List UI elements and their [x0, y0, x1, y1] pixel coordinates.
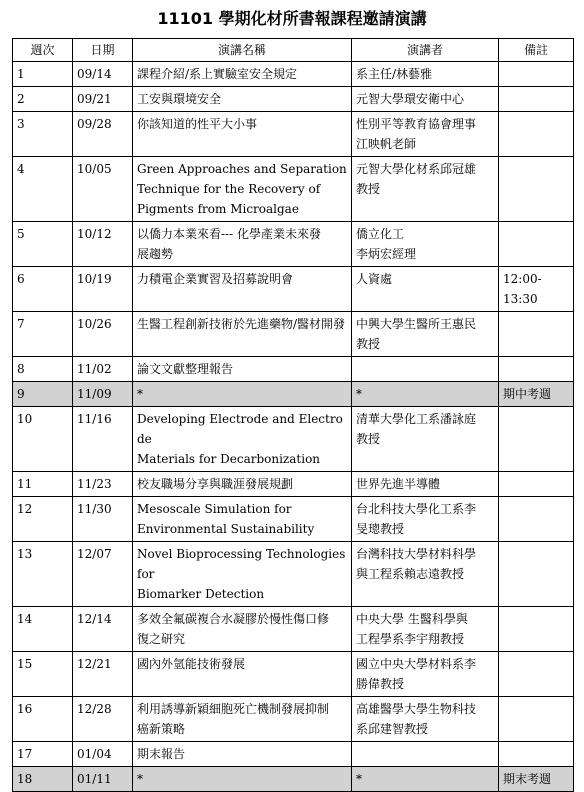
speaker-cell-line: 台灣科技大學材料科學: [356, 547, 477, 561]
topic-cell-line: 展趨勢: [137, 247, 174, 261]
table-row: [13, 382, 574, 407]
note-cell: [499, 652, 574, 697]
speaker-cell: [352, 312, 499, 357]
topic-cell: [133, 157, 352, 222]
topic-cell-line: Materials for Decarbonization: [137, 452, 321, 466]
week-cell: 8: [13, 357, 73, 382]
week-cell: 4: [13, 157, 73, 222]
week-cell: 17: [13, 742, 73, 767]
topic-cell: [133, 382, 352, 407]
note-cell: [499, 222, 574, 267]
table-row: [13, 157, 574, 222]
speaker-cell: [352, 697, 499, 742]
date-cell: 12/21: [73, 652, 133, 697]
week-cell: 11: [13, 472, 73, 497]
speaker-cell-line: 中央大學 生醫科學與: [356, 612, 468, 626]
week-cell: 14: [13, 607, 73, 652]
speaker-cell-line: 元智大學環安衛中心: [356, 92, 465, 106]
note-cell-line: 12:00-: [503, 272, 542, 286]
table-row: [13, 87, 574, 112]
speaker-cell-line: 清華大學化工系潘詠庭: [356, 412, 477, 426]
topic-cell-line: 課程介紹/系上實驗室安全規定: [137, 67, 298, 81]
topic-cell: [133, 497, 352, 542]
week-cell: 1: [13, 62, 73, 87]
speaker-cell-line: 中興大學生醫所王惠民: [356, 317, 477, 331]
topic-cell: [133, 742, 352, 767]
speaker-cell: [352, 542, 499, 607]
topic-cell-line: Developing Electrode and Electrode: [137, 412, 343, 446]
table-row: [13, 267, 574, 312]
table-row: [13, 607, 574, 652]
date-cell: 09/14: [73, 62, 133, 87]
week-cell: 15: [13, 652, 73, 697]
speaker-cell: [352, 112, 499, 157]
speaker-cell: [352, 357, 499, 382]
note-cell: [499, 607, 574, 652]
topic-cell-line: 復之研究: [137, 632, 186, 646]
topic-cell: [133, 222, 352, 267]
date-cell: 11/16: [73, 407, 133, 472]
speaker-cell: [352, 472, 499, 497]
note-cell: [499, 357, 574, 382]
note-cell: [499, 312, 574, 357]
topic-cell: [133, 542, 352, 607]
week-cell: 10: [13, 407, 73, 472]
date-cell: 11/23: [73, 472, 133, 497]
speaker-cell-line: 教授: [356, 432, 381, 446]
table-row: [13, 312, 574, 357]
note-cell: [499, 112, 574, 157]
topic-cell: [133, 652, 352, 697]
week-cell: 12: [13, 497, 73, 542]
topic-cell-line: 工安與環境安全: [137, 92, 222, 106]
note-cell: [499, 472, 574, 497]
table-row: [13, 112, 574, 157]
topic-cell-line: Environmental Sustainability: [137, 522, 315, 536]
table-row: [13, 357, 574, 382]
note-cell: [499, 87, 574, 112]
date-cell: 11/30: [73, 497, 133, 542]
speaker-cell: [352, 497, 499, 542]
note-cell-line: 期中考週: [503, 387, 552, 401]
speaker-cell-line: 李炳宏經理: [356, 247, 417, 261]
speaker-cell: [352, 652, 499, 697]
topic-cell: [133, 357, 352, 382]
table-row: [13, 742, 574, 767]
header-week: 週次: [13, 39, 73, 62]
topic-cell: [133, 472, 352, 497]
note-cell-line: 13:30: [503, 292, 538, 306]
speaker-cell-line: *: [356, 772, 362, 786]
speaker-cell-line: 勝偉教授: [356, 677, 405, 691]
date-cell: 10/26: [73, 312, 133, 357]
speaker-cell: [352, 767, 499, 792]
date-cell: 10/05: [73, 157, 133, 222]
topic-cell-line: 以僑力本業來看--- 化學產業未來發: [137, 227, 321, 241]
topic-cell: [133, 767, 352, 792]
topic-cell-line: 多效全氟碳複合水凝膠於慢性傷口修: [137, 612, 330, 626]
topic-cell-line: Novel Bioprocessing Technologies for: [137, 547, 346, 581]
speaker-cell-line: 系邱建智教授: [356, 722, 429, 736]
speaker-cell-line: 系主任/林藝雅: [356, 67, 433, 81]
speaker-cell-line: 元智大學化材系邱冠雄: [356, 162, 477, 176]
note-cell: [499, 267, 574, 312]
table-row: [13, 222, 574, 267]
note-cell: [499, 767, 574, 792]
table-body: [13, 62, 574, 792]
speaker-cell: [352, 157, 499, 222]
date-cell: 01/11: [73, 767, 133, 792]
table-header-row: [13, 39, 574, 62]
speaker-cell-line: 江映帆老師: [356, 137, 417, 151]
topic-cell: [133, 112, 352, 157]
speaker-cell: [352, 407, 499, 472]
speaker-cell-line: 與工程系賴志遠教授: [356, 567, 465, 581]
note-cell: [499, 497, 574, 542]
speaker-cell-line: 世界先進半導體: [356, 477, 441, 491]
topic-cell: [133, 87, 352, 112]
speaker-cell-line: 教授: [356, 182, 381, 196]
note-cell: [499, 697, 574, 742]
topic-cell-line: *: [137, 772, 143, 786]
note-cell: [499, 742, 574, 767]
note-cell: [499, 382, 574, 407]
topic-cell-line: 利用誘導新穎細胞死亡機制發展抑制: [137, 702, 330, 716]
topic-cell-line: Pigments from Microalgae: [137, 202, 299, 216]
date-cell: 10/12: [73, 222, 133, 267]
topic-cell-line: 力積電企業實習及招募說明會: [137, 272, 294, 286]
topic-cell: [133, 407, 352, 472]
speaker-cell: [352, 607, 499, 652]
topic-cell-line: 癌新策略: [137, 722, 186, 736]
topic-cell-line: Green Approaches and Separation: [137, 162, 347, 176]
topic-cell-line: 國內外氫能技術發展: [137, 657, 246, 671]
topic-cell-line: Mesoscale Simulation for: [137, 502, 292, 516]
speaker-cell: [352, 62, 499, 87]
table-row: [13, 542, 574, 607]
week-cell: 5: [13, 222, 73, 267]
topic-cell: [133, 62, 352, 87]
topic-cell-line: 生醫工程創新技術於先進藥物/醫材開發: [137, 317, 346, 331]
table-row: [13, 62, 574, 87]
topic-cell: [133, 697, 352, 742]
speaker-cell: [352, 382, 499, 407]
header-topic: 演講名稱: [133, 39, 352, 62]
date-cell: 09/21: [73, 87, 133, 112]
document-title: 11101 學期化材所書報課程邀請演講: [157, 9, 427, 28]
topic-cell: [133, 607, 352, 652]
week-cell: 16: [13, 697, 73, 742]
speaker-cell-line: 旻璁教授: [356, 522, 405, 536]
speaker-cell-line: 台北科技大學化工系李: [356, 502, 477, 516]
note-cell: [499, 62, 574, 87]
speaker-cell-line: 僑立化工: [356, 227, 405, 241]
speaker-cell-line: 高雄醫學大學生物科技: [356, 702, 477, 716]
topic-cell-line: 你該知道的性平大小事: [137, 117, 258, 131]
topic-cell-line: 期末報告: [137, 747, 186, 761]
table-row: [13, 767, 574, 792]
table-row: [13, 407, 574, 472]
topic-cell: [133, 267, 352, 312]
speaker-cell: [352, 742, 499, 767]
date-cell: 11/02: [73, 357, 133, 382]
header-speaker: 演講者: [352, 39, 499, 62]
table-row: [13, 652, 574, 697]
note-cell: [499, 542, 574, 607]
topic-cell-line: 論文文獻整理報告: [137, 362, 234, 376]
schedule-table: [12, 38, 574, 792]
table-row: [13, 497, 574, 542]
date-cell: 12/07: [73, 542, 133, 607]
date-cell: 01/04: [73, 742, 133, 767]
topic-cell-line: 校友職場分享與職涯發展規劃: [137, 477, 294, 491]
date-cell: 10/19: [73, 267, 133, 312]
note-cell: [499, 157, 574, 222]
note-cell: [499, 407, 574, 472]
speaker-cell: [352, 267, 499, 312]
table-row: [13, 472, 574, 497]
topic-cell-line: *: [137, 387, 143, 401]
speaker-cell-line: 國立中央大學材料系李: [356, 657, 477, 671]
speaker-cell-line: 性別平等教育協會理事: [356, 117, 477, 131]
week-cell: 6: [13, 267, 73, 312]
speaker-cell-line: *: [356, 387, 362, 401]
speaker-cell-line: 工程學系李宇翔教授: [356, 632, 465, 646]
week-cell: 7: [13, 312, 73, 357]
header-date: 日期: [73, 39, 133, 62]
table-row: [13, 697, 574, 742]
speaker-cell-line: 人資處: [356, 272, 393, 286]
speaker-cell: [352, 222, 499, 267]
speaker-cell-line: 教授: [356, 337, 381, 351]
topic-cell-line: Biomarker Detection: [137, 587, 265, 601]
week-cell: 3: [13, 112, 73, 157]
topic-cell-line: Technique for the Recovery of: [137, 182, 321, 196]
topic-cell: [133, 312, 352, 357]
week-cell: 18: [13, 767, 73, 792]
date-cell: 11/09: [73, 382, 133, 407]
date-cell: 12/14: [73, 607, 133, 652]
week-cell: 2: [13, 87, 73, 112]
week-cell: 13: [13, 542, 73, 607]
date-cell: 09/28: [73, 112, 133, 157]
header-note: 備註: [499, 39, 574, 62]
speaker-cell: [352, 87, 499, 112]
week-cell: 9: [13, 382, 73, 407]
date-cell: 12/28: [73, 697, 133, 742]
note-cell-line: 期末考週: [503, 772, 552, 786]
